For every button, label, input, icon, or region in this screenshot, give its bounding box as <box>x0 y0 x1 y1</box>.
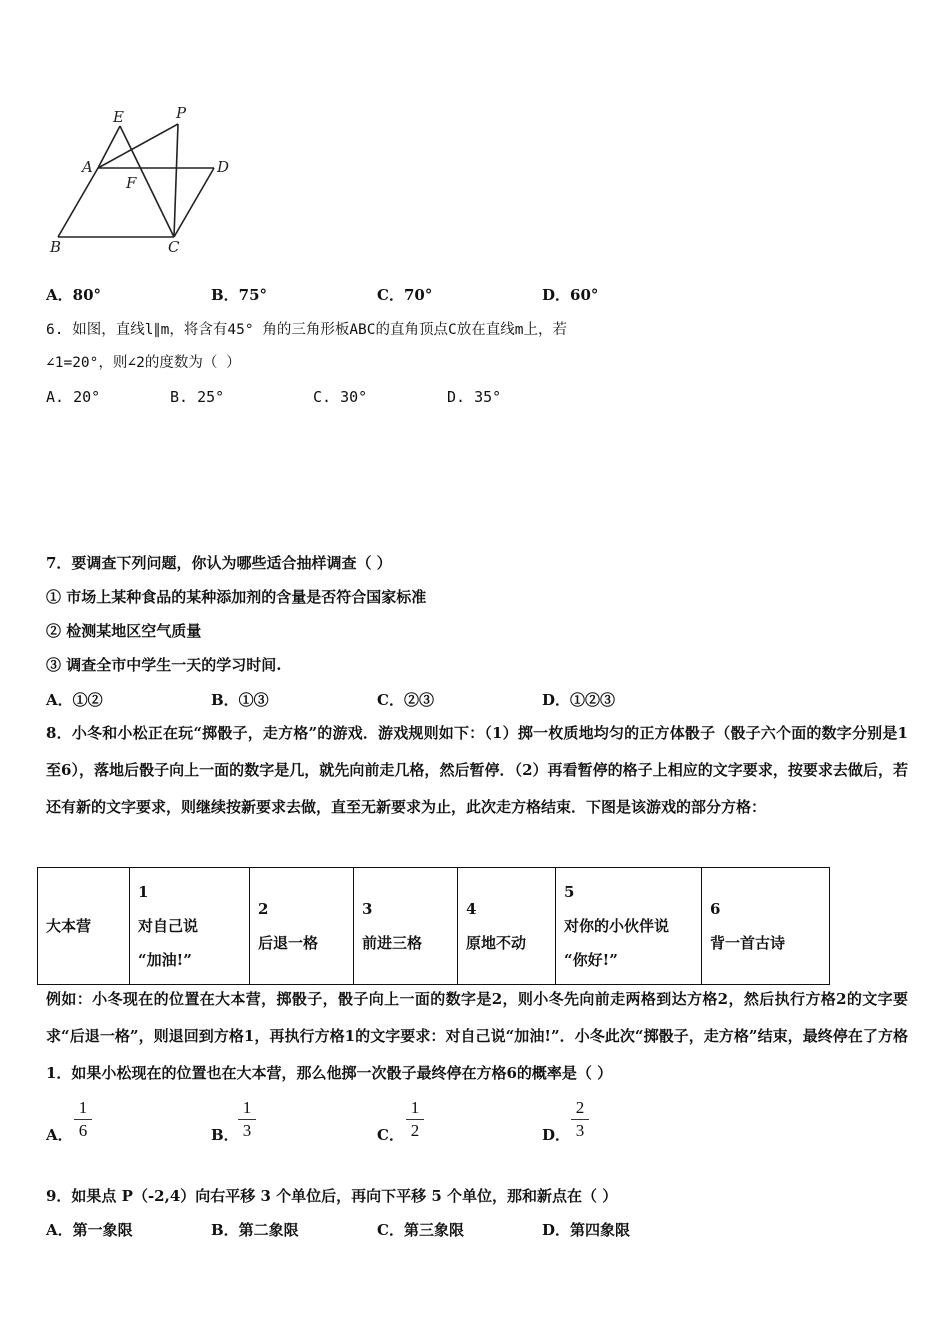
q6-stem-line2: ∠1=20°，则∠2的度数为（ ） <box>46 355 241 371</box>
q8-option-c-fraction[interactable] <box>406 1099 424 1140</box>
q8-option-d-fraction[interactable] <box>571 1099 589 1140</box>
q7-stem: 7．要调查下列问题，你认为哪些适合抽样调查（ ） <box>46 554 392 572</box>
q8-option-a-fraction[interactable] <box>74 1099 92 1140</box>
q8-option-b-fraction[interactable] <box>238 1099 256 1140</box>
segment-pc <box>174 124 178 237</box>
point-label-c: C <box>168 238 180 256</box>
q6-stem-line1: 6. 如图，直线l∥m，将含有45° 角的三角形板ABC的直角顶点C放在直线m上，若 <box>46 322 567 338</box>
q5-option-c[interactable]: C．70° <box>377 286 433 304</box>
q7-item-3: ③ 调查全市中学生一天的学习时间. <box>46 656 282 674</box>
table-row <box>38 868 830 985</box>
point-label-a: A <box>82 158 93 176</box>
cell-number: 5 <box>564 883 575 901</box>
cell-number: 1 <box>138 883 149 901</box>
cell-number: 4 <box>466 900 477 918</box>
q8-stem: 8．小冬和小松正在玩“掷骰子，走方格”的游戏．游戏规则如下：（1）掷一枚质地均匀的正方体骰子（骰子六个面的数字分别是1至6），落地后骰子向上一面的数字是几，就先向前走几格，然后暂停．（2）再看暂停的格子上相应的文字要求，按要求去做后，若还有新的文字要求，则继续按新要求去做，直至无新要求为止，此次走方格结束．下图是该游戏的部分方格： <box>46 724 908 816</box>
cell-text: “加油!” <box>138 951 192 969</box>
cell-square-1 <box>130 868 250 985</box>
q6-option-c[interactable]: C. 30° <box>313 388 368 406</box>
cell-square-3 <box>354 868 458 985</box>
q9-option-c[interactable]: C．第三象限 <box>377 1221 464 1239</box>
cell-number: 6 <box>710 900 721 918</box>
cell-text: “你好!” <box>564 951 618 969</box>
q7-option-b[interactable]: B．①③ <box>211 691 269 709</box>
q5-option-b[interactable]: B．75° <box>211 286 268 304</box>
q8-example: 例如：小冬现在的位置在大本营，掷骰子，骰子向上一面的数字是2，则小冬先向前走两格到达方格2，然后执行方格2的文字要求“后退一格”，则退回到方格1，再执行方格1的文字要求：对自己说“加油!”．小冬此次“掷骰子，走方格”结束，最终停在了方格1．如果小松现在的位置也在大本营，那么他掷一次骰子最终停在方格6的概率是（ ） <box>46 990 908 1082</box>
segment-ab <box>58 168 98 237</box>
q7-option-c[interactable]: C．②③ <box>377 691 434 709</box>
cell-text: 前进三格 <box>362 934 423 952</box>
fraction-numerator: 2 <box>575 1098 585 1117</box>
cell-text: 后退一格 <box>258 934 319 952</box>
q8-option-c-label[interactable]: C． <box>377 1126 404 1144</box>
q9-option-b[interactable]: B．第二象限 <box>211 1221 299 1239</box>
cell-base-camp <box>38 868 130 985</box>
q9-stem: 9．如果点 P（-2,4）向右平移 3 个单位后，再向下平移 5 个单位，那和新点在（ ） <box>46 1187 618 1205</box>
point-label-p: P <box>176 104 187 122</box>
cell-text: 原地不动 <box>466 934 527 952</box>
q9-option-a[interactable]: A．第一象限 <box>46 1221 133 1239</box>
q9-option-d[interactable]: D．第四象限 <box>542 1221 631 1239</box>
q8-option-b-label[interactable]: B． <box>211 1126 239 1144</box>
cell-square-6 <box>702 868 830 985</box>
fraction-denominator: 6 <box>78 1121 88 1140</box>
q7-option-a[interactable]: A．①② <box>46 691 103 709</box>
cell-square-5 <box>556 868 702 985</box>
cell-text: 背一首古诗 <box>710 934 786 952</box>
point-label-e: E <box>113 108 124 126</box>
q6-option-a[interactable]: A. 20° <box>46 388 101 406</box>
geometry-figure <box>40 100 240 260</box>
cell-text: 对自己说 <box>138 917 199 935</box>
q6-option-d[interactable]: D. 35° <box>447 388 502 406</box>
q7-option-d[interactable]: D．①②③ <box>542 691 616 709</box>
q7-item-1: ① 市场上某种食品的某种添加剂的含量是否符合国家标准 <box>46 588 427 606</box>
fraction-denominator: 3 <box>242 1121 252 1140</box>
fraction-numerator: 1 <box>410 1098 420 1117</box>
point-label-b: B <box>50 238 62 256</box>
q5-option-d[interactable]: D．60° <box>542 286 599 304</box>
cell-number: 3 <box>362 900 373 918</box>
cell-square-2 <box>250 868 354 985</box>
fraction-denominator: 3 <box>575 1121 585 1140</box>
cell-text: 大本营 <box>46 917 92 935</box>
q8-option-d-label[interactable]: D． <box>542 1126 571 1144</box>
q8-option-a-label[interactable]: A． <box>46 1126 73 1144</box>
fraction-numerator: 1 <box>78 1098 88 1117</box>
game-board-table <box>37 867 830 985</box>
q7-item-2: ② 检测某地区空气质量 <box>46 622 202 640</box>
q5-option-a[interactable]: A．80° <box>46 286 102 304</box>
fraction-numerator: 1 <box>242 1098 252 1117</box>
cell-text: 对你的小伙伴说 <box>564 917 670 935</box>
point-label-d: D <box>217 158 230 176</box>
point-label-f: F <box>126 174 137 192</box>
cell-square-4 <box>458 868 556 985</box>
fraction-denominator: 2 <box>410 1121 420 1140</box>
segment-cd <box>174 168 214 237</box>
cell-number: 2 <box>258 900 269 918</box>
q6-option-b[interactable]: B. 25° <box>170 388 225 406</box>
